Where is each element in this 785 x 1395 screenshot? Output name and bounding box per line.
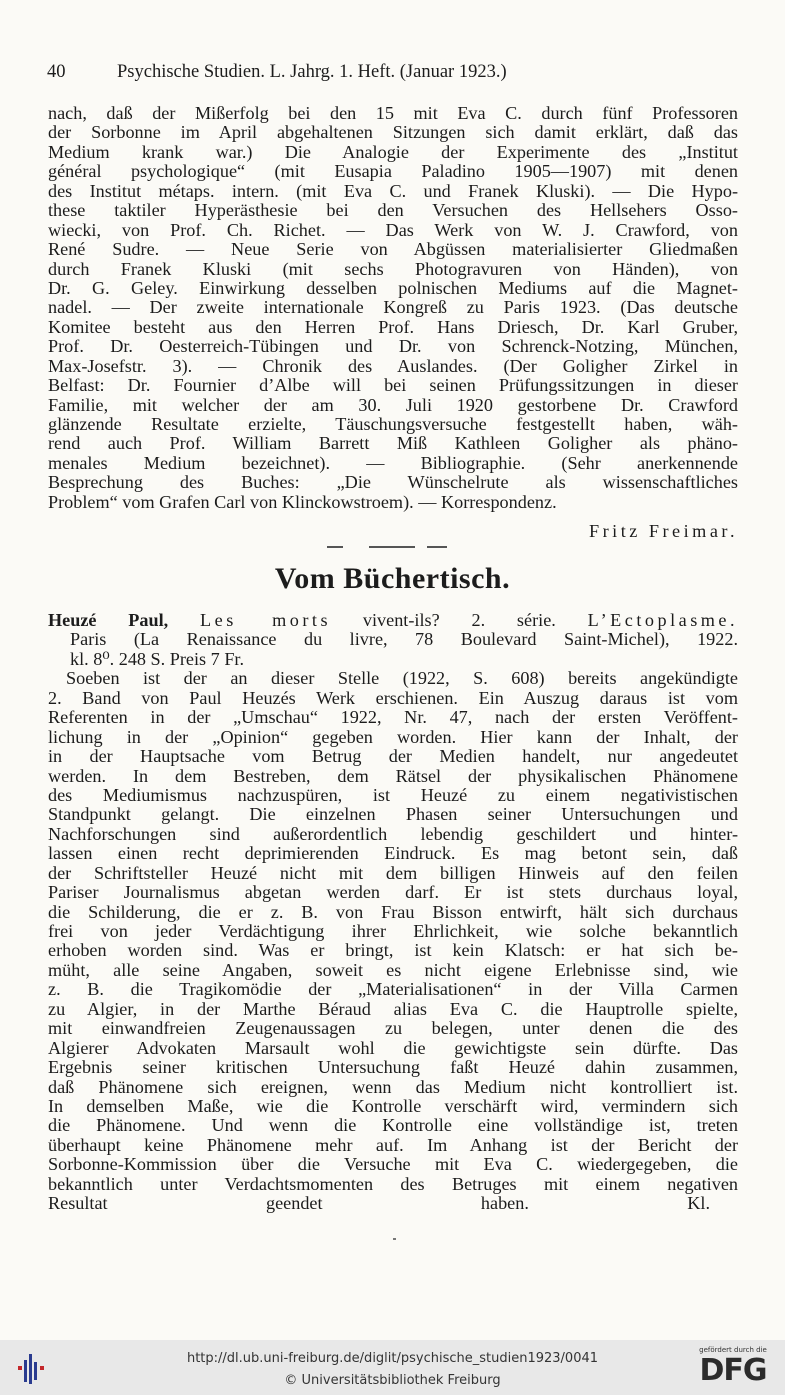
review-biblio-line: Paris (La Renaissance du livre, 78 Boulevard Saint-Michel), 1922. bbox=[70, 629, 738, 650]
review-last-text: Resultat geendet haben. bbox=[48, 1193, 529, 1214]
text-line: rend auch Prof. William Barrett Miß Kathleen Goligher als phäno- bbox=[48, 433, 738, 454]
text-line: général psychologique“ (mit Eusapia Paladino 1905—1907) mit denen bbox=[48, 161, 738, 182]
text-line: Prof. Dr. Oesterreich-Tübingen und Dr. von Schrenck-Notzing, München, bbox=[48, 336, 738, 357]
review-subtitle: L’Ectoplasme. bbox=[587, 610, 739, 630]
text-line: des Mediumismus nachzuspüren, ist Heuzé zu einem negativistischen bbox=[48, 784, 738, 805]
text-line: in der Hauptsache vom Betrug der Medien handelt, nur angedeutet bbox=[48, 746, 738, 767]
text-line: Sorbonne-Kommission über die Versuche mit Eva C. wiedergegeben, die bbox=[48, 1154, 738, 1175]
text-line: Algierer Advokaten Marsault wohl die gewichtigste sein dürfte. Das bbox=[48, 1037, 738, 1058]
dfg-logo-text: DFG bbox=[699, 1353, 767, 1388]
text-line: Soeben ist der an dieser Stelle (1922, S. 608) bereits angekündigte bbox=[66, 668, 738, 689]
text-line: der Sorbonne im April abgehaltenen Sitzungen sich damit erklärt, daß das bbox=[48, 122, 738, 143]
running-head bbox=[47, 62, 737, 83]
text-line: müht, alle seine Angaben, soweit es nicht eigene Erlebnisse sind, wie bbox=[48, 959, 738, 980]
text-line: Referenten in der „Umschau“ 1922, Nr. 47, nach der ersten Veröffent- bbox=[48, 707, 738, 728]
text-line: Belfast: Dr. Fournier d’Albe will bei seinen Prüfungssitzungen in dieser bbox=[48, 375, 738, 396]
text-line: René Sudre. — Neue Serie von Abgüssen materialisierter Gliedmaßen bbox=[48, 239, 738, 260]
text-line: these taktiler Hyperästhesie bei den Versuchen des Hellsehers Osso- bbox=[48, 200, 738, 221]
previous-article-signature-block bbox=[48, 522, 738, 541]
text-line: Besprechung des Buches: „Die Wünschelrute als wissenschaftliches bbox=[48, 472, 738, 493]
text-line: der Schriftsteller Heuzé nicht mit dem billigen Hinweis auf den feilen bbox=[48, 862, 738, 883]
book-review bbox=[48, 611, 738, 1214]
text-line: des Institut métaps. intern. (mit Eva C. und Franek Kluski). — Die Hypo- bbox=[48, 180, 738, 201]
text-line: lichung in der „Opinion“ gegeben worden. Hier kann der Inhalt, der bbox=[48, 726, 738, 747]
text-line: Max-Josefstr. 3). — Chronik des Auslandes. (Der Goligher Zirkel in bbox=[48, 355, 738, 376]
text-line: nach, daß der Mißerfolg bei den 15 mit Eva C. durch fünf Professoren bbox=[48, 103, 738, 123]
text-line: In demselben Maße, wie die Kontrolle verschärft wird, vermindern sich bbox=[48, 1095, 738, 1116]
text-line: frei von jeder Verdächtigung ihrer Ehrlichkeit, wie solche bekanntlich bbox=[48, 921, 738, 941]
review-title: vivent-ils? 2. série. bbox=[362, 610, 556, 630]
review-author: Heuzé Paul, bbox=[48, 610, 169, 630]
text-line: Dr. G. Geley. Einwirkung desselben polnischen Mediums auf die Magnet- bbox=[48, 277, 738, 298]
author-signature: Fritz Freimar. bbox=[588, 521, 738, 541]
page-number: 40 bbox=[47, 62, 66, 82]
section-divider bbox=[327, 546, 447, 548]
dfg-caption: gefördert durch die bbox=[699, 1346, 767, 1354]
text-line: überhaupt keine Phänomene mehr auf. Im Anhang ist der Bericht der bbox=[48, 1134, 738, 1155]
section-title: Vom Büchertisch. bbox=[274, 562, 511, 595]
journal-title: Psychische Studien. L. Jahrg. 1. Heft. (Januar 1923.) bbox=[117, 62, 507, 82]
text-line: glänzende Resultate erzielte, Täuschungsversuche festgestellt haben, wäh- bbox=[48, 414, 738, 434]
text-line: Problem“ vom Grafen Carl von Klinckowstroem). — Korrespondenz. bbox=[48, 491, 557, 512]
review-final-line bbox=[48, 1194, 738, 1213]
review-biblio-line: kl. 8⁰. 248 S. Preis 7 Fr. bbox=[70, 648, 245, 669]
text-line: Familie, mit welcher der am 30. Juli 1920 gestorbene Dr. Crawford bbox=[48, 394, 738, 415]
footer-bar bbox=[0, 1340, 785, 1395]
text-line: Medium krank war.) Die Analogie der Experimente des „Institut bbox=[48, 141, 738, 162]
text-line: wiecki, von Prof. Ch. Richet. — Das Werk von W. J. Crawford, von bbox=[48, 219, 738, 240]
text-line: daß Phänomene sich ereignen, wenn das Medium nicht kontrolliert ist. bbox=[48, 1076, 738, 1097]
previous-article-text bbox=[48, 104, 738, 512]
text-line: lassen einen recht deprimierenden Eindruck. Es mag betont sein, daß bbox=[48, 843, 738, 864]
text-line: z. B. die Tragikomödie der „Materialisationen“ in der Villa Carmen bbox=[48, 979, 738, 1000]
text-line: Komitee besteht aus den Herren Prof. Hans Driesch, Dr. Karl Gruber, bbox=[48, 316, 738, 337]
page-mark bbox=[393, 1238, 396, 1240]
review-citation-line bbox=[48, 611, 738, 630]
text-line: Ergebnis seiner kritischen Untersuchung faßt Heuzé dahin zusammen, bbox=[48, 1057, 738, 1078]
review-body bbox=[48, 669, 738, 1194]
review-signature: Kl. bbox=[687, 1193, 710, 1214]
text-line: durch Franek Kluski (mit sechs Photogravuren von Händen), von bbox=[48, 258, 738, 279]
text-line: mit einwandfreien Zeugenaussagen zu belegen, unter denen die des bbox=[48, 1018, 738, 1039]
dfg-logo bbox=[690, 1346, 776, 1390]
text-line: zu Algier, in der Marthe Béraud alias Eva C. die Hauptrolle spielte, bbox=[48, 998, 738, 1019]
text-line: die Schilderung, die er z. B. von Frau Bisson entwirft, hält sich durchaus bbox=[48, 901, 738, 922]
text-line: 2. Band von Paul Heuzés Werk erschienen. Ein Auszug daraus ist vom bbox=[48, 687, 738, 708]
text-line: menales Medium bezeichnet). — Bibliographie. (Sehr anerkennende bbox=[48, 452, 738, 473]
text-line: erhoben worden sind. Was er bringt, ist kein Klatsch: er hat sich be- bbox=[48, 940, 738, 961]
text-line: die Phänomene. Und wenn die Kontrolle eine vollständige ist, treten bbox=[48, 1115, 738, 1136]
footer-url-link[interactable]: http://dl.ub.uni-freiburg.de/diglit/psychische_studien1923/0041 bbox=[186, 1351, 599, 1366]
text-line: Nachforschungen sind außerordentlich lebendig geschildert und hinter- bbox=[48, 823, 738, 844]
text-line: nadel. — Der zweite internationale Kongreß zu Paris 1923. (Das deutsche bbox=[48, 297, 738, 318]
text-line: Standpunkt gelangt. Die einzelnen Phasen seiner Untersuchungen und bbox=[48, 804, 738, 825]
footer-copyright: © Universitätsbibliothek Freiburg bbox=[284, 1373, 501, 1388]
text-line: werden. In dem Bestreben, dem Rätsel der physikalischen Phänomene bbox=[48, 765, 738, 786]
review-title-spaced: Les morts bbox=[200, 610, 332, 630]
text-line: bekanntlich unter Verdachtsmomenten des Betruges mit einem negativen bbox=[48, 1173, 738, 1194]
text-line: Pariser Journalismus abgetan werden darf. Er ist stets durchaus loyal, bbox=[48, 882, 738, 903]
